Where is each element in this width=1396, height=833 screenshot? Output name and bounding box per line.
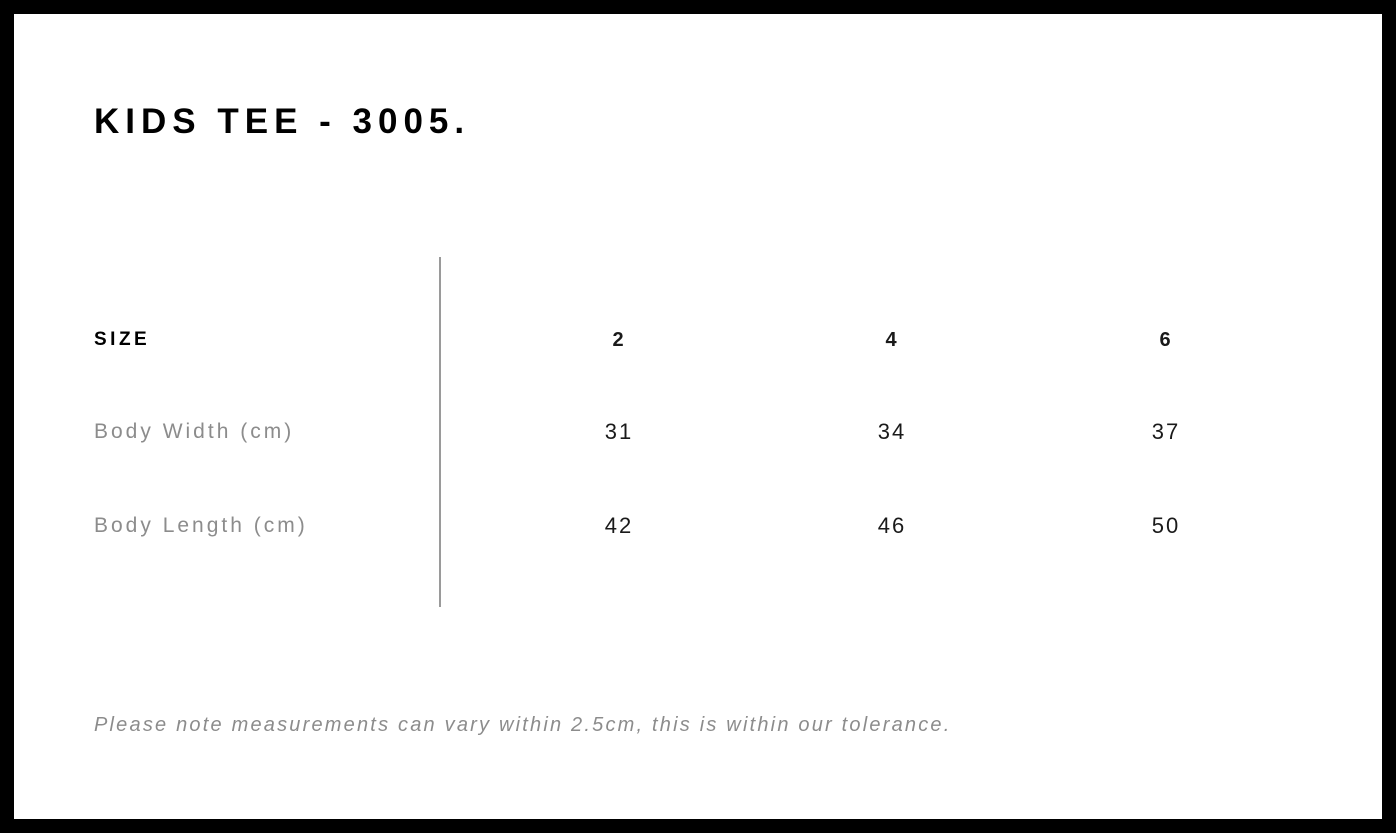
table-header-row [14,320,1382,360]
header-label-size: SIZE [94,329,151,350]
header-size-2: 6 [1159,329,1173,351]
table-row [14,412,1382,452]
cell-body-length-size-2: 42 [604,513,634,538]
row-label-body-width: Body Width (cm) [94,420,295,443]
size-chart-table [14,14,1382,819]
row-label-body-length: Body Length (cm) [94,514,308,537]
header-size-0: 2 [612,329,626,351]
cell-body-width-size-2: 31 [604,419,634,444]
table-row [14,506,1382,546]
cell-body-width-size-4: 34 [877,419,907,444]
page-title: KIDS TEE - 3005. [94,102,471,141]
cell-body-length-size-6: 50 [1151,513,1181,538]
cell-body-length-size-4: 46 [877,513,907,538]
header-size-1: 4 [885,329,899,351]
size-chart-page [14,14,1382,819]
tolerance-note: Please note measurements can vary within 2.5cm, this is within our tolerance. [94,714,952,736]
cell-body-width-size-6: 37 [1151,419,1181,444]
